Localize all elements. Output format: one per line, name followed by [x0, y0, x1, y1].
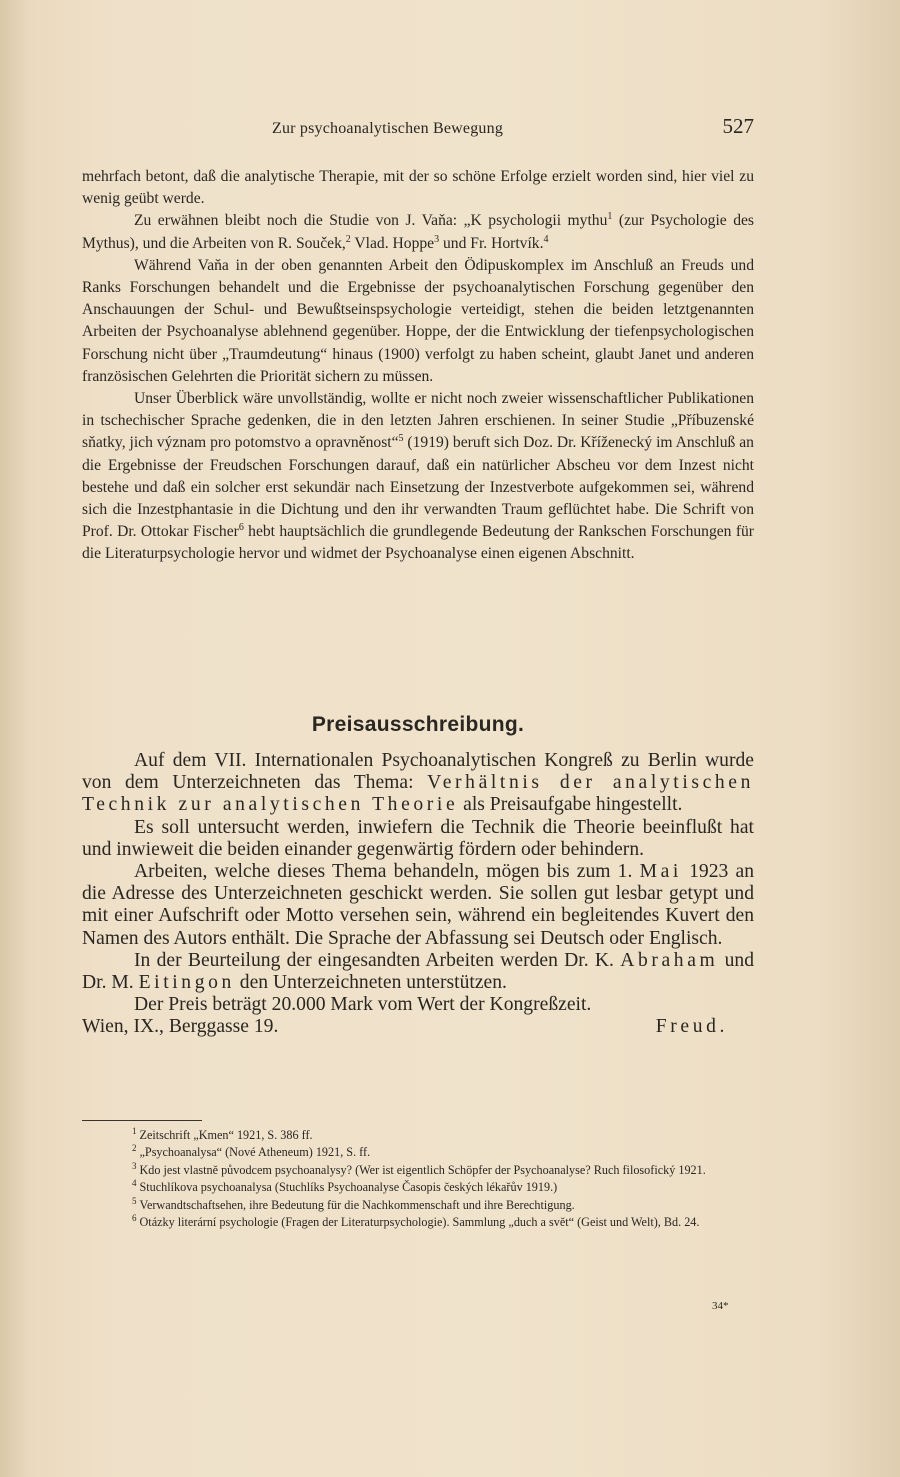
prize-paragraph-4-text-b: und Dr. M.: [82, 949, 755, 994]
footnote-3-text: Kdo jest vlastně původcem psychoanalysy? (Wer ist eigentlich Schöpfer der Psychoanalyse? Ruch filosofický 1921.: [139, 1162, 706, 1177]
footnote-ref-4: 4: [543, 233, 549, 245]
footnote-6: [82, 1214, 754, 1231]
footnote-ref-3: 3: [434, 233, 440, 245]
judge-name-eitingon: Eitingon: [138, 972, 235, 994]
section-title-preisausschreibung: Preisausschreibung.: [311, 713, 525, 736]
address-signature-line: [82, 1016, 754, 1038]
prize-announcement: [82, 750, 754, 1039]
running-title: Zur psychoanalytischen Bewegung: [272, 120, 504, 137]
footnote-ref-2: 2: [345, 233, 351, 245]
paragraph-2-text-d: und Fr. Hortvík.: [439, 234, 544, 252]
footnote-5: [82, 1197, 754, 1214]
paragraph-2: [82, 210, 754, 254]
footnote-5-mark: 5: [132, 1195, 137, 1206]
footnote-5-text: Verwandtschaftsehen, ihre Bedeutung für die Nachkommenschaft und ihre Berechtigung.: [139, 1197, 575, 1212]
footnote-1-mark: 1: [132, 1125, 137, 1136]
prize-paragraph-4-text-a: In der Beurteilung der eingesandten Arbeiten werden Dr. K.: [134, 949, 621, 971]
footnote-2-mark: 2: [132, 1143, 137, 1154]
prize-paragraph-3-text-b: 1923 an die Adresse des Unterzeichneten geschickt werden. Sie sollen gut lesbar getypt und mit einer Aufschrift oder Motto versehen sein, während ein begleitendes Kuvert den Namen des Autors enthält. Die Sprache der Abfassung sei Deutsch oder Englisch.: [82, 861, 755, 949]
printer-signature-mark: 34*: [712, 1300, 729, 1312]
footnote-ref-6: 6: [238, 522, 244, 534]
footnote-3: [82, 1162, 754, 1179]
footnote-4: [82, 1179, 754, 1196]
prize-paragraph-3-text-a: Arbeiten, welche dieses Thema behandeln, mögen bis zum 1.: [134, 861, 640, 883]
footnote-ref-1: 1: [607, 211, 613, 223]
running-header: [82, 114, 754, 144]
deadline-month: Mai: [639, 861, 682, 883]
paragraph-2-text-a: Zu erwähnen bleibt noch die Studie von J. Vaňa: „K psychologii mythu: [134, 212, 608, 230]
footnote-divider: [82, 1120, 202, 1121]
prize-paragraph-1-text-b: als Preisaufgabe hingestellt.: [458, 794, 683, 816]
footnote-ref-5: 5: [398, 433, 404, 445]
footnote-4-text: Stuchlíkova psychoanalysa (Stuchlíks Psychoanalyse Časopis českých lékařův 1919.): [139, 1180, 558, 1195]
paragraph-4-text-c: hebt hauptsächlich die grundlegende Bedeutung der Rankschen Forschungen für die Literaturpsychologie hervor und widmet der Psychoanalyse einen eigenen Abschnitt.: [82, 523, 755, 563]
prize-paragraph-4: [82, 950, 754, 994]
footnote-1: [82, 1127, 754, 1144]
paragraph-4-text-a: Unser Überblick wäre unvollständig, wollte er nicht noch zweier wissenschaftlicher Publikationen in tschechischer Sprache gedenken, die in den letzten Jahren erschienen. In seiner Studie „Příbuzenské sňatky, jich význam pro potomstvo a opravněnost“: [82, 390, 754, 452]
prize-paragraph-3: [82, 861, 754, 950]
paragraph-1: mehrfach betont, daß die analytische Therapie, mit der so schöne Erfolge erzielt worden sind, hier viel zu wenig geübt werde.: [82, 168, 754, 208]
paragraph-4-text-b: (1919) beruft sich Doz. Dr. Kříženecký im Anschluß an die Ergebnisse der Freudschen Forschungen darauf, daß ein natürlicher Abscheu vor dem Inzest nicht bestehe und daß ein solcher erst sekundär nach Einsetzung der Inzestverbote aufgekommen sei, während sich die Inzestphantasie in die Dichtung und den ihr verwandten Traum geflüchtet habe. Die Schrift von Prof. Dr. Ottokar Fischer: [82, 434, 754, 541]
paragraph-2-text-c: Vlad. Hoppe: [350, 234, 435, 252]
page-number: 527: [722, 114, 754, 138]
prize-paragraph-4-text-c: den Unterzeichneten unterstützen.: [234, 972, 507, 994]
prize-paragraph-1-text-a: Auf dem VII. Internationalen Psychoanalytischen Kongreß zu Berlin wurde von dem Unterzeichneten das Thema:: [82, 750, 754, 794]
footnote-2-text: „Psychoanalysa“ (Nové Atheneum) 1921, S. ff.: [139, 1145, 371, 1160]
paragraph-4: [82, 388, 754, 566]
footnote-3-mark: 3: [132, 1160, 137, 1171]
footnote-4-mark: 4: [132, 1178, 137, 1189]
signature: Freud.: [655, 1016, 728, 1038]
footnote-1-text: Zeitschrift „Kmen“ 1921, S. 386 ff.: [139, 1128, 313, 1142]
address: Wien, IX., Berggasse 19.: [82, 1016, 279, 1038]
footnote-6-mark: 6: [132, 1212, 137, 1223]
footnote-2: [82, 1144, 754, 1161]
paragraph-3: Während Vaňa in der oben genannten Arbeit den Ödipuskomplex im Anschluß an Freuds und Ranks Forschungen behandelt und die Ergebnisse der psychoanalytischen Forschung gegenüber den Anschauungen der Schul- und Bewußtseinspsychologie verteidigt, stehen die beiden letztgenannten Arbeiten der Psychoanalyse ablehnend gegenüber. Hoppe, der die Entwicklung der tiefenpsychologischen Forschung nicht über „Traumdeutung“ hinaus (1900) verfolgt zu haben scheint, glaubt Janet und anderen französischen Gelehrten die Priorität sichern zu müssen.: [82, 256, 754, 385]
paragraph-2-text-b: (zur Psychologie des Mythus), und die Arbeiten von R. Souček,: [82, 212, 754, 252]
prize-paragraph-2: Es soll untersucht werden, inwiefern die Technik die Theorie beeinflußt hat und inwieweit die beiden einander gegenwärtig fördern oder behindern.: [82, 816, 754, 860]
prize-topic: Verhältnis der analytischen Technik zur analytischen Theorie: [82, 772, 754, 816]
prize-paragraph-1: [82, 750, 754, 817]
article-body: [82, 166, 754, 566]
prize-paragraph-5: Der Preis beträgt 20.000 Mark vom Wert der Kongreßzeit.: [134, 994, 592, 1016]
footnotes: [82, 1127, 754, 1231]
footnote-6-text: Otázky literární psychologie (Fragen der Literaturpsychologie). Sammlung „duch a svět“ (Geist und Welt), Bd. 24.: [139, 1215, 700, 1230]
judge-name-abraham: Abraham: [620, 949, 719, 971]
